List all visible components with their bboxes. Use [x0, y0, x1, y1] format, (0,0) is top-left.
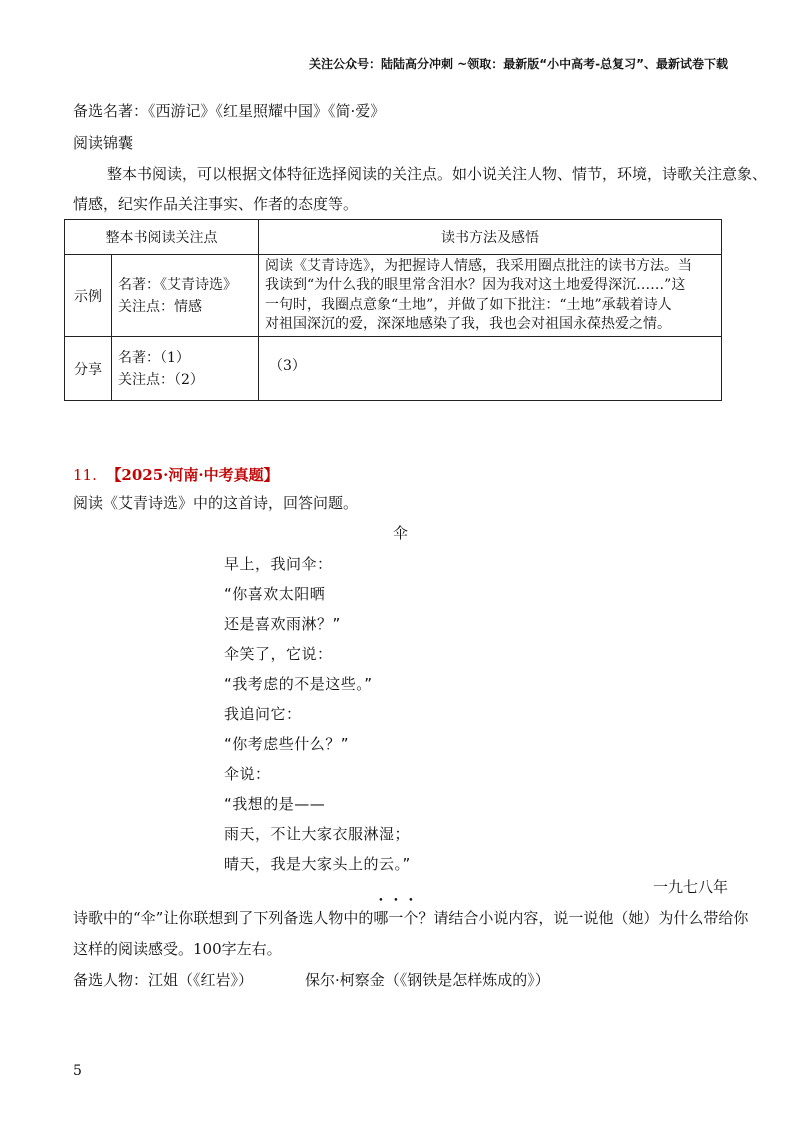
emphasis-char: 哪 — [373, 909, 389, 927]
example-text-line: 一句时，我圈点意象“土地”，并做了如下批注：“土地”承载着诗人 — [265, 296, 672, 313]
example-text-line: 我读到“为什么我的眼里常含泪水？因为我对这土地爱得深沉……”这 — [265, 277, 686, 293]
poem-line: 早上，我问伞： — [224, 555, 333, 573]
poem-line: 伞说： — [224, 765, 271, 783]
question-ask-line-2: 这样的阅读感受。100字左右。 — [73, 940, 282, 958]
poem-line: “我考虑的不是这些。” — [224, 675, 373, 693]
tips-line-2: 情感，纪实作品关注事实、作者的态度等。 — [73, 195, 359, 213]
poem-line: “你考虑些什么？” — [224, 735, 350, 753]
emphasis-char: 一 — [388, 909, 404, 927]
poem-title: 伞 — [393, 524, 409, 542]
ask-text: ？请结合小说内容，说一说他（她）为什么带给你 — [418, 909, 749, 927]
tips-line-1: 整本书阅读，可以根据文体特征选择阅读的关注点。如小说关注人物、情节，环境，诗歌关注意象、 — [107, 165, 768, 183]
poem-line: “我想的是—— — [224, 795, 326, 813]
page-number: 5 — [73, 1063, 82, 1079]
page-header: 关注公众号：陆陆高分冲刺 ~领取：最新版“小中高考-总复习”、最新试卷下载 — [309, 57, 728, 71]
reading-table — [64, 219, 722, 401]
emphasis-char: 个 — [403, 909, 419, 927]
example-text — [259, 255, 722, 337]
poem-line: 雨天，不让大家衣服淋湿； — [224, 825, 411, 843]
example-text-line: 对祖国深沉的爱，深深地感染了我，我也会对祖国永葆热爱之情。 — [265, 316, 671, 332]
question-number: 11. — [73, 466, 97, 484]
poem-line: 晴天，我是大家头上的云。” — [224, 855, 411, 873]
ask-text: 诗歌中的“伞”让你联想到了下列备选人物中的 — [73, 909, 374, 927]
option-jiang-jie: 备选人物：江姐（《红岩》） — [73, 971, 254, 989]
question-ask-line-1 — [73, 907, 748, 928]
example-text-line: 阅读《艾青诗选》，为把握诗人情感，我采用圈点批注的读书方法。当 — [265, 257, 692, 274]
example-label: 示例 — [65, 255, 112, 337]
share-label: 分享 — [65, 337, 112, 401]
poem-line: “你喜欢太阳晒 — [224, 585, 326, 603]
share-book: 名著：（1） — [118, 349, 190, 366]
candidate-books: 备选名著：《西游记》《红星照耀中国》《简·爱》 — [73, 102, 386, 120]
share-text: （3） — [259, 337, 722, 401]
question-prompt: 阅读《艾青诗选》中的这首诗，回答问题。 — [73, 494, 359, 512]
poem-line: 还是喜欢雨淋？” — [224, 615, 341, 633]
poem-date: 一九七八年 — [652, 878, 728, 896]
share-focus: 关注点：（2） — [118, 371, 204, 388]
question-heading — [73, 464, 279, 485]
example-focus: 关注点：情感 — [118, 298, 202, 315]
table-header-focus: 整本书阅读关注点 — [65, 220, 259, 255]
table-header-method: 读书方法及感悟 — [259, 220, 722, 255]
question-source: 【2025·河南·中考真题】 — [106, 466, 279, 484]
example-book: 名著：《艾青诗选》 — [118, 276, 237, 293]
poem-line: 我追问它： — [224, 705, 302, 723]
option-pavel: 保尔·柯察金（《钢铁是怎样炼成的》） — [305, 971, 550, 989]
poem-line: 伞笑了，它说： — [224, 645, 333, 663]
tips-title: 阅读锦囊 — [73, 134, 134, 152]
